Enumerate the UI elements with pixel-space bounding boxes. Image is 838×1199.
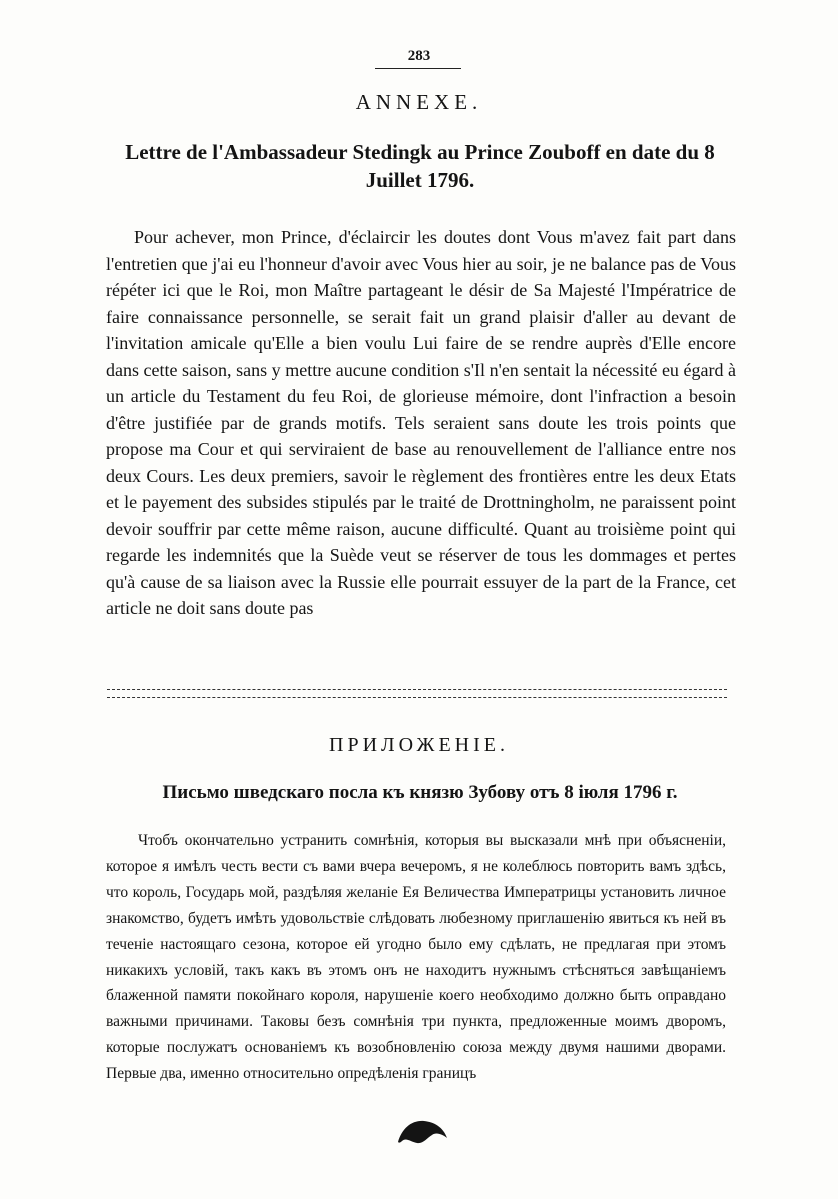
letter-body-fr: Pour achever, mon Prince, d'éclaircir les doutes dont Vous m'avez fait part dans l'entretien que j'ai eu l'honneur d'avoir avec Vous hier au soir, je ne balance pas de Vous répéter ici que le Roi, mon Maître partageant le désir de Sa Majesté l'Impératrice de faire connaissance personnelle, se serait fait un grand plaisir d'aller au devant de l'invitation amicale qu'Elle a bien voulu Lui faire de se rendre auprès d'Elle encore dans cette saison, sans y mettre aucune condition s'Il n'en sentait la nécessité eu égard à un article du Testament du feu Roi, de glorieuse mémoire, dont l'infraction a besoin d'être justifiée par de grands motifs. Tels seraient sans doute les trois points que propose ma Cour et qui serviraient de base au renouvellement de l'alliance entre nos deux Cours. Les deux premiers, savoir le règlement des frontières entre les deux Etats et le payement des subsides stipulés par le traité de Drottningholm, ne paraissent point devoir souffrir par cette même raison, aucune difficulté. Quant au troisième point qui regarde les indemnités que la Suède veut se réserver de tous les dommages et pertes qu'à cause de sa liaison avec la Russie elle pourrait essuyer de la part de la France, cet article ne doit sans doute pas — [106, 227, 736, 618]
annex-heading-ru: ПРИЛОЖЕНІЕ. — [329, 734, 509, 756]
section-divider-bottom — [107, 697, 727, 698]
page-number: 283 — [407, 48, 431, 64]
annex-heading: ANNEXE. — [355, 90, 483, 114]
section-divider-top — [107, 689, 727, 690]
letter-title-ru: Письмо шведскаго посла къ князю Зубову отъ 8 іюля 1796 г. — [162, 782, 678, 803]
letter-body-ru: Чтобъ окончательно устранить сомнѣнія, которыя вы высказали мнѣ при объясненіи, которое я имѣлъ честь вести съ вами вчера вечеромъ, я не колеблюсь повторить вамъ здѣсь, что король, Государь мой, раздѣляя желаніе Ея Величества Императрицы установить личное знакомство, будетъ имѣть удовольствіе слѣдовать любезному приглашенію явиться къ ней въ теченіе настоящаго сезона, которое ей угодно было ему сдѣлать, не предлагая при этомъ никакихъ условій, такъ какъ въ этомъ онъ не находитъ нужнымъ стѣсняться завѣщаніемъ блаженной памяти покойнаго короля, нарушеніе коего необходимо должно быть оправдано важными причинами. Таковы безъ сомнѣнія три пункта, предложенные моимъ дворомъ, которые послужатъ основаніемъ къ возобновленію союза между двумя нашими дворами. Первые два, именно относительно опредѣленія границъ — [106, 832, 726, 1083]
letter-title-fr: Lettre de l'Ambassadeur Stedingk au Prince Zouboff en date du 8 Juillet 1796. — [125, 140, 715, 192]
ink-blot — [396, 1116, 450, 1146]
page-number-rule — [375, 68, 461, 69]
